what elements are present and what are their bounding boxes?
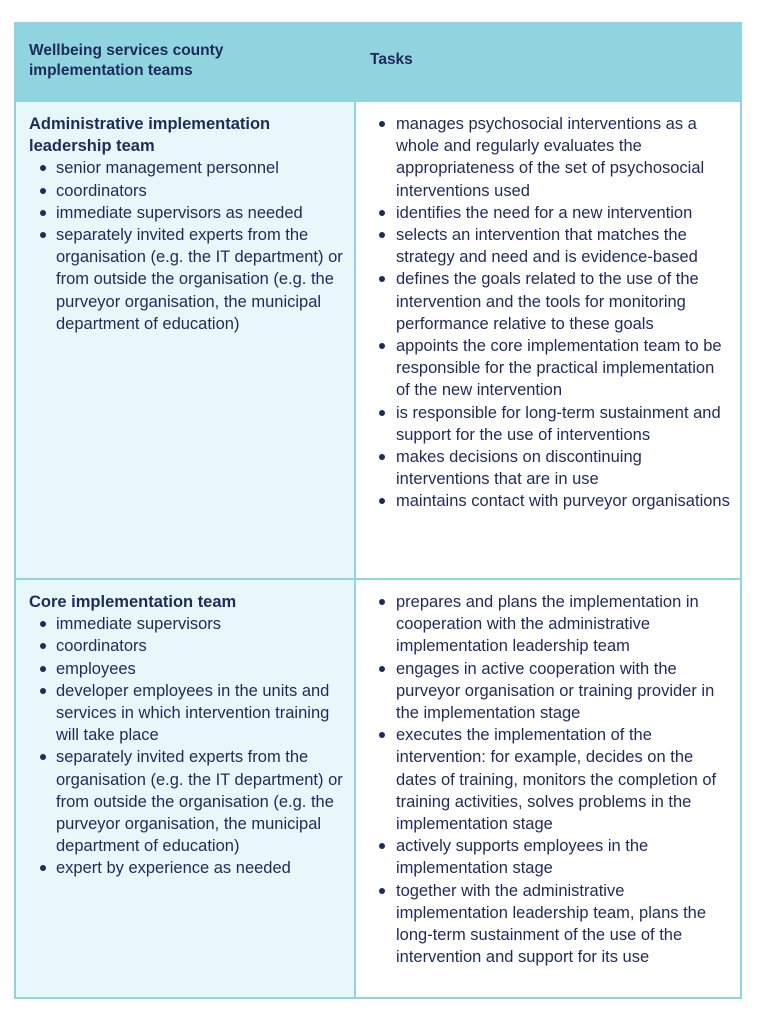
list-item xyxy=(29,635,346,657)
bullet-icon xyxy=(40,621,46,627)
bullet-icon xyxy=(379,343,385,349)
bullet-icon xyxy=(379,666,385,672)
implementation-teams-table xyxy=(14,22,742,999)
team-title: Core implementation team xyxy=(29,593,237,611)
list-item-text: coordinators xyxy=(56,637,147,656)
list-item-text: coordinators xyxy=(56,181,147,200)
list-item xyxy=(376,224,732,268)
list-item-text: immediate supervisors as needed xyxy=(56,203,303,222)
list-item-text: developer employees in the units and services in which intervention training will take place xyxy=(56,681,330,745)
bullet-icon xyxy=(379,454,385,460)
admin-team-cell xyxy=(16,102,356,580)
bullet-icon xyxy=(40,210,46,216)
list-item-text: together with the administrative implementation leadership team, plans the long-term sustainment of the use of the intervention and support for its use xyxy=(396,881,707,967)
bullet-icon xyxy=(40,754,46,760)
list-item xyxy=(29,658,346,680)
list-item xyxy=(376,402,732,446)
bullet-icon xyxy=(379,599,385,605)
list-item xyxy=(29,857,346,879)
bullet-icon xyxy=(379,121,385,127)
bullet-icon xyxy=(40,165,46,171)
bullet-icon xyxy=(40,688,46,694)
list-item xyxy=(376,268,732,335)
team-title: Administrative implementation leadership team xyxy=(29,115,271,156)
list-item-text: identifies the need for a new intervention xyxy=(396,203,693,222)
list-item xyxy=(29,680,346,747)
list-item-text: makes decisions on discontinuing interventions that are in use xyxy=(396,448,642,489)
team-members-list xyxy=(29,157,346,335)
bullet-icon xyxy=(379,843,385,849)
header-tasks xyxy=(356,24,740,102)
header-teams-label: Wellbeing services county implementation teams xyxy=(29,42,224,79)
list-item xyxy=(376,835,732,879)
list-item-text: immediate supervisors xyxy=(56,615,222,634)
bullet-icon xyxy=(40,188,46,194)
bullet-icon xyxy=(379,732,385,738)
header-tasks-label: Tasks xyxy=(370,51,413,68)
list-item xyxy=(376,113,732,202)
bullet-icon xyxy=(379,888,385,894)
list-item xyxy=(376,591,732,658)
bullet-icon xyxy=(379,210,385,216)
tasks-list xyxy=(376,591,732,968)
list-item xyxy=(29,180,346,202)
list-item xyxy=(376,490,732,512)
list-item xyxy=(29,613,346,635)
bullet-icon xyxy=(40,865,46,871)
bullet-icon xyxy=(40,232,46,238)
bullet-icon xyxy=(379,410,385,416)
list-item-text: manages psychosocial interventions as a whole and regularly evaluates the appropriateness of the set of psychosocial interventions used xyxy=(396,115,705,200)
list-item-text: employees xyxy=(56,659,136,678)
bullet-icon xyxy=(379,232,385,238)
list-item xyxy=(376,880,732,969)
bullet-icon xyxy=(40,666,46,672)
core-team-cell xyxy=(16,580,356,997)
bullet-icon xyxy=(379,498,385,504)
header-teams xyxy=(16,24,356,102)
list-item xyxy=(376,202,732,224)
tasks-list xyxy=(376,113,732,513)
list-item-text: appoints the core implementation team to be responsible for the practical implementation of the new intervention xyxy=(396,337,722,400)
bullet-icon xyxy=(40,643,46,649)
list-item-text: senior management personnel xyxy=(56,159,279,178)
list-item-text: defines the goals related to the use of the intervention and the tools for monitoring performance relative to these goals xyxy=(396,270,699,333)
list-item-text: engages in active cooperation with the purveyor organisation or training provider in the implementation stage xyxy=(396,659,715,723)
list-item-text: is responsible for long-term sustainment and support for the use of interventions xyxy=(396,403,721,444)
team-members-list xyxy=(29,613,346,879)
list-item xyxy=(29,746,346,857)
list-item-text: maintains contact with purveyor organisations xyxy=(396,492,730,511)
list-item-text: separately invited experts from the organisation (e.g. the IT department) or from outside the organisation (e.g. the purveyor organisation, the municipal department of education) xyxy=(56,226,343,333)
list-item-text: prepares and plans the implementation in cooperation with the administrative implementation leadership team xyxy=(396,593,699,656)
list-item-text: separately invited experts from the organisation (e.g. the IT department) or from outside the organisation (e.g. the purveyor organisation, the municipal department of education) xyxy=(56,748,343,856)
list-item-text: actively supports employees in the implementation stage xyxy=(396,837,649,878)
list-item xyxy=(376,335,732,402)
core-tasks-cell xyxy=(356,580,740,997)
bullet-icon xyxy=(379,276,385,282)
list-item xyxy=(29,224,346,335)
list-item xyxy=(376,724,732,835)
admin-tasks-cell xyxy=(356,102,740,580)
list-item xyxy=(29,157,346,179)
list-item-text: executes the implementation of the intervention: for example, decides on the dates of training, monitors the completion of training activities, solves problems in the implementation stage xyxy=(396,726,717,834)
list-item xyxy=(29,202,346,224)
list-item-text: expert by experience as needed xyxy=(56,859,291,878)
list-item xyxy=(376,658,732,725)
list-item xyxy=(376,446,732,490)
list-item-text: selects an intervention that matches the strategy and need and is evidence-based xyxy=(396,226,698,267)
